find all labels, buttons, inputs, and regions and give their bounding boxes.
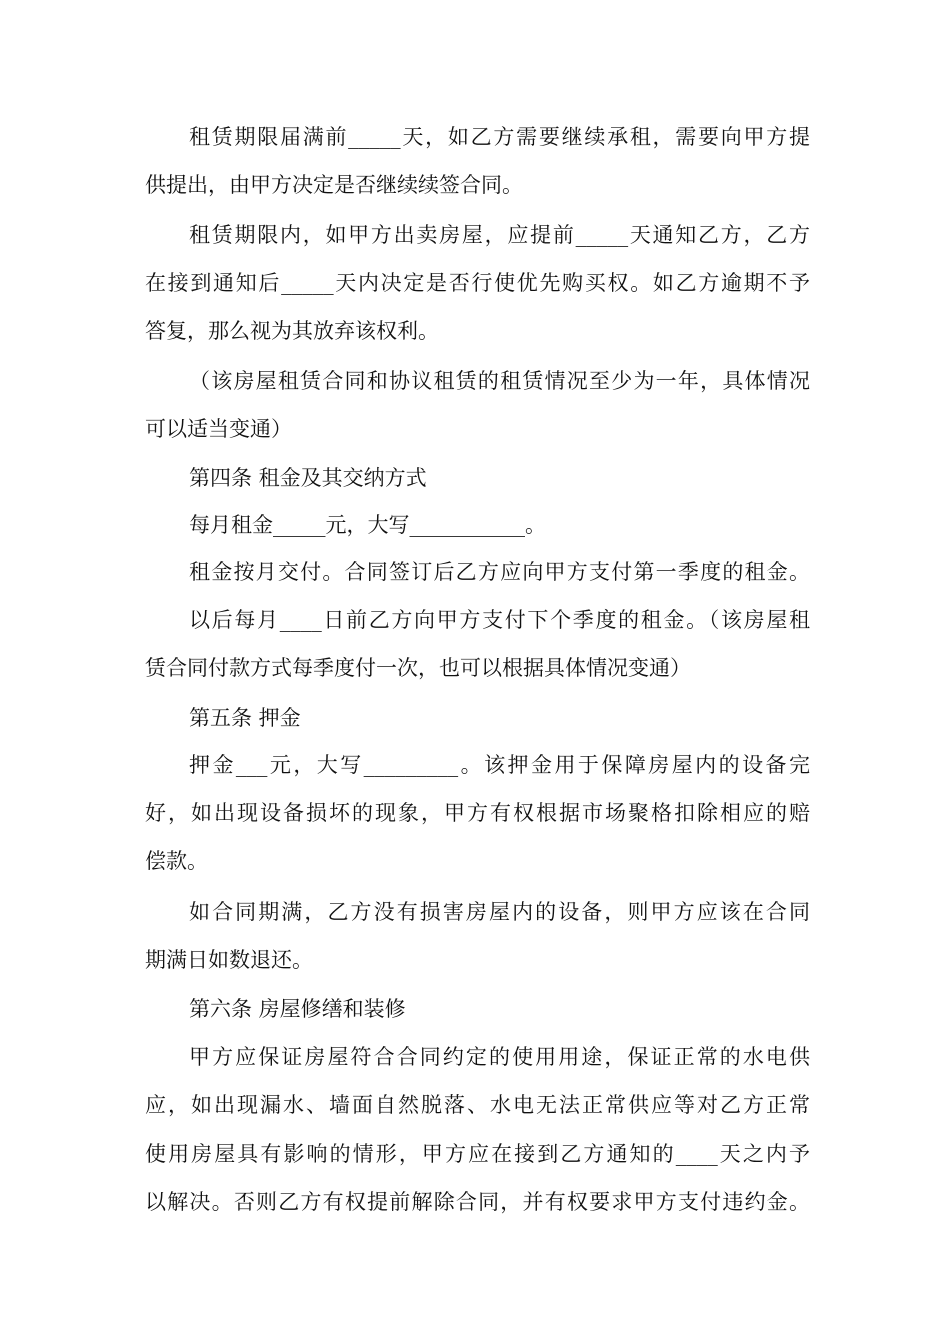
text-line: 租赁期限届满前_____天，如乙方需要继续承租，需要向甲方提	[189, 125, 810, 149]
text-line: 好，如出现设备损坏的现象，甲方有权根据市场聚格扣除相应的赔	[145, 801, 810, 825]
text-line: 以解决。否则乙方有权提前解除合同，并有权要求甲方支付违约金。	[145, 1190, 810, 1214]
text-line: 供提出，由甲方决定是否继续续签合同。	[145, 173, 523, 197]
text-line: 以后每月____日前乙方向甲方支付下个季度的租金。（该房屋租	[189, 608, 810, 632]
section-heading: 第六条 房屋修缮和装修	[189, 997, 406, 1021]
text-line: 如合同期满，乙方没有损害房屋内的设备，则甲方应该在合同	[189, 900, 810, 924]
section-heading: 第四条 租金及其交纳方式	[189, 466, 427, 490]
text-line: 期满日如数退还。	[145, 948, 313, 972]
text-line: 押金___元，大写_________。该押金用于保障房屋内的设备完	[189, 753, 810, 777]
text-line: 每月租金_____元，大写___________。	[189, 513, 546, 537]
section-heading: 第五条 押金	[189, 706, 301, 730]
text-line: 在接到通知后_____天内决定是否行使优先购买权。如乙方逾期不予	[145, 271, 810, 295]
text-line: 甲方应保证房屋符合合同约定的使用用途，保证正常的水电供	[189, 1045, 810, 1069]
text-line: 赁合同付款方式每季度付一次，也可以根据具体情况变通）	[145, 656, 691, 680]
text-line: 租赁期限内，如甲方出卖房屋，应提前_____天通知乙方，乙方	[189, 223, 810, 247]
text-line: 租金按月交付。合同签订后乙方应向甲方支付第一季度的租金。	[189, 560, 810, 584]
text-line: （该房屋租赁合同和协议租赁的租赁情况至少为一年，具体情况	[189, 369, 810, 393]
text-line: 应，如出现漏水、墙面自然脱落、水电无法正常供应等对乙方正常	[145, 1093, 810, 1117]
text-line: 答复，那么视为其放弃该权利。	[145, 319, 439, 343]
text-line: 使用房屋具有影响的情形，甲方应在接到乙方通知的____天之内予	[145, 1142, 810, 1166]
text-line: 可以适当变通）	[145, 417, 292, 441]
text-line: 偿款。	[145, 849, 208, 873]
